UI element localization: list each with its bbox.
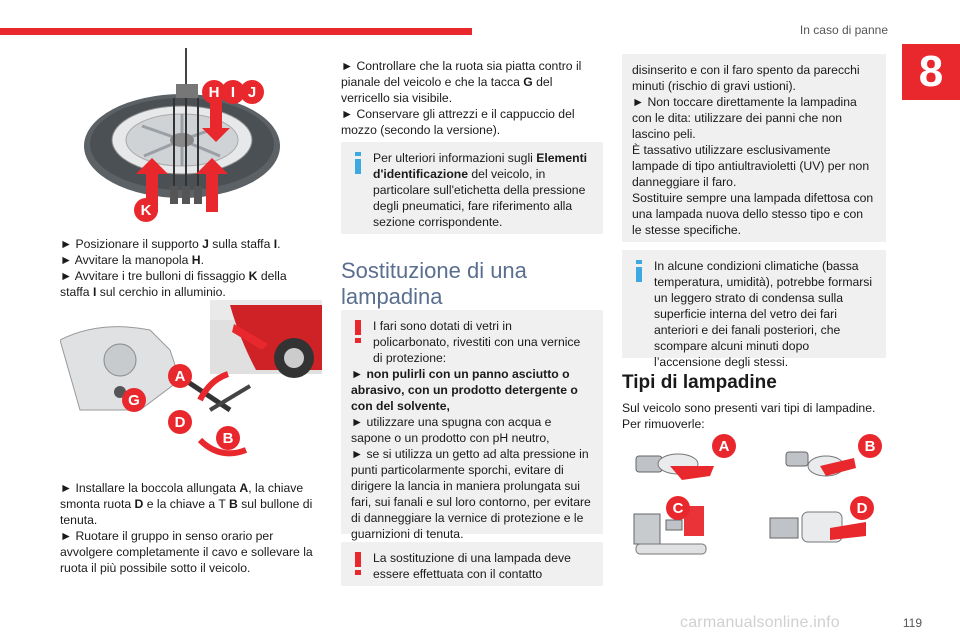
- cont-line-1: disinserito e con il faro spento da parecchi minuti (rischio di gravi ustioni).: [632, 63, 860, 93]
- step-2: ► Avvitare la manopola H.: [60, 253, 204, 267]
- callout-bulb-b: B: [864, 438, 876, 455]
- cont-line-4: Sostituire sempre una lampada difettosa con una lampada nuova dello stesso tipo e con le stesse specifiche.: [632, 191, 874, 237]
- svg-text:K: K: [140, 202, 152, 219]
- step-4: ► Installare la boccola allungata A, la chiave smonta ruota D e la chiave a T B sul bullone di tenuta.: [60, 481, 313, 527]
- callout-b: B: [222, 430, 234, 447]
- callout-a: A: [174, 368, 186, 385]
- callout-i: I: [230, 84, 236, 101]
- cont-line-3: È tassativo utilizzare esclusivamente lampade di tipo antiultravioletti (UV) per non danneggiare il faro.: [632, 143, 870, 189]
- info-icon: [353, 152, 363, 174]
- info-note-identification: Per ulteriori informazioni sugli Elementi d'identificazione del veicolo, in particolare sull'etichetta della pressione degli pneumatici, fare riferimento alla sezione corrispondente.: [341, 142, 603, 234]
- warning-note-polycarbonate: [341, 310, 603, 541]
- page-number: 119: [902, 616, 922, 630]
- info-note-condensation: In alcune condizioni climatiche (bassa temperatura, umidità), potrebbe formarsi un leggero strato di condensa sulla superficie interna del vetro dei fari anteriori e dei fanali posteriori, che scompare alcuni minuti dopo l’accensione degli stessi.: [622, 250, 886, 358]
- steps-block-1: [60, 236, 316, 300]
- callout-g: G: [128, 392, 140, 409]
- bulb-types-intro: Sul veicolo sono presenti vari tipi di lampadine. Per rimuoverle:: [622, 401, 876, 431]
- callout-k: [132, 196, 160, 224]
- callout-bulb-c: C: [672, 500, 684, 517]
- warning-icon: [353, 552, 363, 576]
- heading-bulb-types: Tipi di lampadine: [622, 372, 777, 393]
- callout-labels-fig1: [200, 78, 270, 106]
- callout-bulb-a: A: [718, 438, 730, 455]
- step-check-wheel: ► Controllare che la ruota sia piatta contro il pianale del veicolo e che la tacca G del verricello sia visibile.: [341, 59, 582, 105]
- header-accent-bar: [0, 28, 472, 35]
- callout-labels-bulbs-lower: [664, 494, 890, 522]
- step-5: ► Ruotare il gruppo in senso orario per avvolgere completamente il cavo e sollevare la ruota il più possibile sotto il veicolo.: [60, 529, 313, 575]
- warning-note-continued: [622, 54, 886, 242]
- heading-bulb-replacement: Sostituzione di una lampadina: [341, 258, 527, 309]
- spare-wheel-illustration: [82, 48, 312, 220]
- steps-block-2: [60, 480, 316, 576]
- info-icon: [634, 260, 644, 282]
- col2-intro: [341, 58, 603, 138]
- warning-item-2: ► utilizzare una spugna con acqua e sapone o un prodotto con pH neutro,: [351, 415, 552, 445]
- chapter-number: 8: [902, 44, 960, 100]
- step-3: ► Avvitare i tre bulloni di fissaggio K della staffa I sul cerchio in alluminio.: [60, 269, 287, 299]
- section-title: In caso di panne: [799, 23, 888, 37]
- cont-line-2: ► Non toccare direttamente la lampadina con le dita: utilizzare dei panni che non lascino peli.: [632, 95, 857, 141]
- step-store-tools: ► Conservare gli attrezzi e il cappuccio del mozzo (secondo la versione).: [341, 107, 575, 137]
- warning-note-contact: La sostituzione di una lampada deve essere effettuata con il contatto: [341, 542, 603, 586]
- warning-icon: [353, 320, 363, 344]
- warning-item-3: ► se si utilizza un getto ad alta pressione in punti particolarmente sporchi, evitare di dirigere la lancia in maniera prolungata sui fari, sui fanali e sul loro contorno, per evitare di danneggiare la vernice di protezione e le guarnizioni di tenuta.: [351, 447, 591, 541]
- watermark: carmanualsonline.info: [680, 614, 840, 631]
- callout-labels-fig2: [118, 360, 248, 460]
- callout-j: J: [247, 84, 257, 101]
- callout-h: H: [208, 84, 220, 101]
- callout-d: D: [174, 414, 186, 431]
- warning-item-1: ► non pulirli con un panno asciutto o abrasivo, con un prodotto detergente o con del solvente,: [351, 367, 578, 413]
- callout-bulb-d: D: [856, 500, 868, 517]
- warning-intro: I fari sono dotati di vetri in policarbonato, rivestiti con una vernice di protezione:: [373, 319, 581, 365]
- step-1: ► Posizionare il supporto J sulla staffa I.: [60, 237, 281, 251]
